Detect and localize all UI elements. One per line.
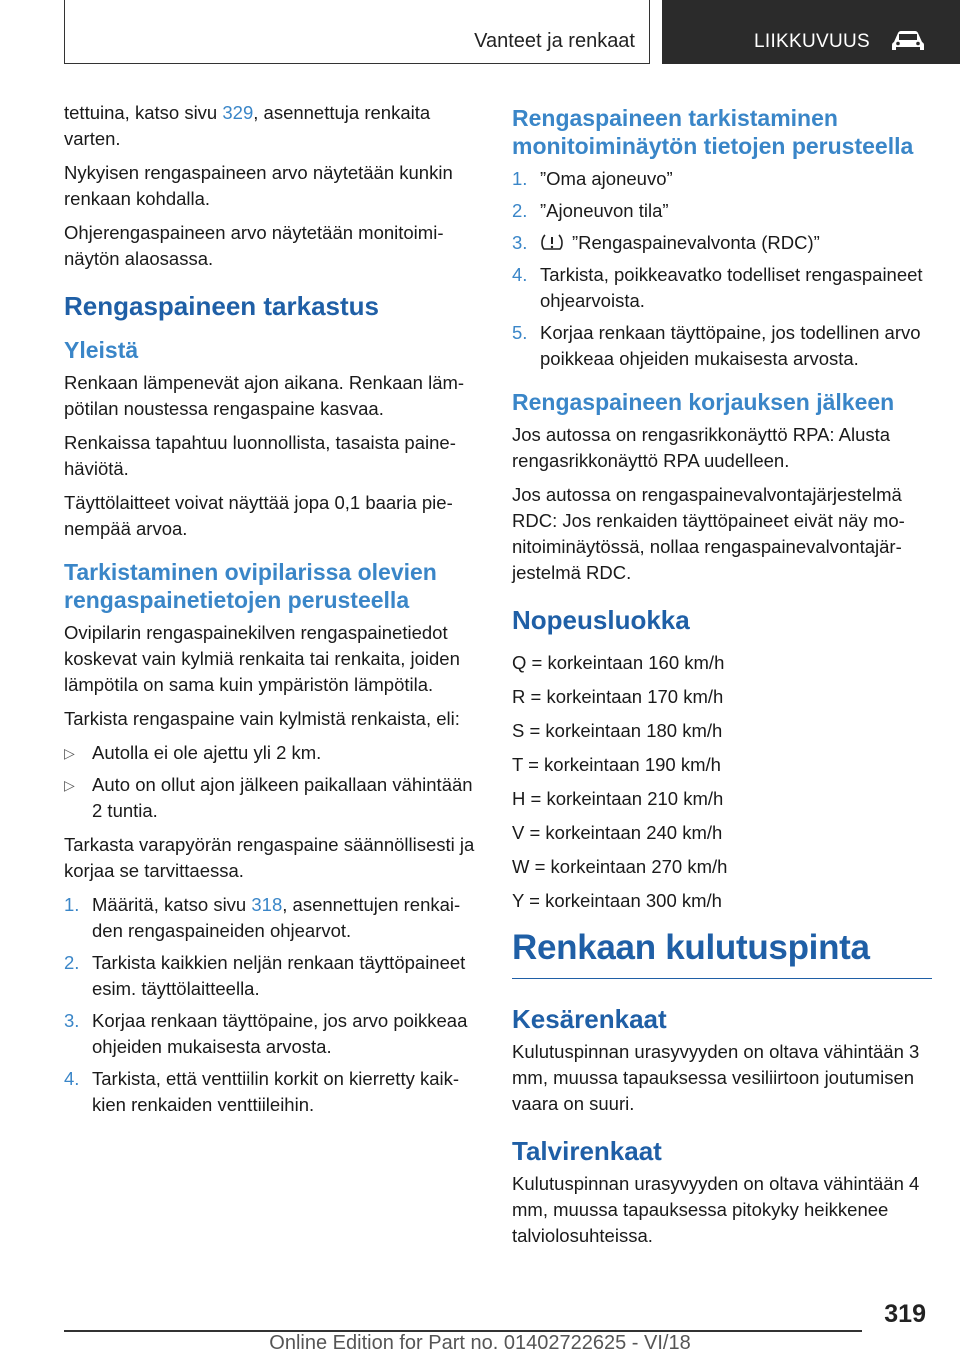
list-item: 2. Tarkista kaikkien neljän renkaan täyttöpaineet esim. täyttölaitteella.	[64, 952, 466, 999]
car-icon	[890, 28, 926, 54]
heading-nopeusluokka: Nopeusluokka	[512, 605, 690, 635]
section-title: Vanteet ja renkaat	[474, 30, 635, 52]
heading-korjauksen-jalkeen: Rengaspaineen korjauksen jälkeen	[512, 389, 895, 415]
bullet-list	[64, 740, 484, 824]
list-item: ▷ Auto on ollut ajon jälkeen paikallaan vähintään 2 tuntia.	[64, 772, 484, 824]
list-item: 3. ”Rengaspainevalvonta (RDC)”	[512, 232, 820, 253]
list-item: 1. Määritä, katso sivu 318, asennettujen renkaiden rengaspaineiden ohjearvot.	[64, 894, 461, 941]
speed-class-line: S = korkeintaan 180 km/h	[512, 720, 723, 741]
paragraph: Nykyisen rengaspaineen arvo näytetään kunkin renkaan kohdalla.	[64, 162, 453, 209]
page-number: 319	[884, 1300, 926, 1328]
speed-class-line: V = korkeintaan 240 km/h	[512, 822, 723, 843]
list-item: 5. Korjaa renkaan täyttöpaine, jos todellinen arvo poikkeaa ohjeiden mukaisesta arvosta.	[512, 322, 921, 369]
heading-kesarenkaat: Kesärenkaat	[512, 1004, 667, 1034]
paragraph: Tarkasta varapyörän rengaspaine säännöllisesti ja korjaa se tarvittaessa.	[64, 834, 475, 881]
speed-class-line: R = korkeintaan 170 km/h	[512, 686, 724, 707]
step-list	[64, 892, 484, 1118]
paragraph: Tarkista rengaspaine vain kylmistä renkaista, eli:	[64, 708, 460, 729]
heading-renkaan-kulutuspinta: Renkaan kulutuspinta	[512, 924, 932, 979]
speed-class-line: T = korkeintaan 190 km/h	[512, 754, 721, 775]
heading-ovipilari: Tarkistaminen ovipilarissa olevien rengaspainetietojen perusteella	[64, 559, 437, 613]
footer-edition: Online Edition for Part no. 01402722625 - VI/18	[269, 1332, 691, 1354]
bullet-marker: ▷	[64, 745, 75, 761]
header-section-box	[64, 0, 650, 64]
heading-rengaspaineen-tarkastus: Rengaspaineen tarkastus	[64, 291, 380, 321]
paragraph: Renkaissa tapahtuu luonnollista, tasaista painehäviötä.	[64, 432, 456, 479]
bullet-marker: ▷	[64, 777, 75, 793]
heading-monitoiminaytto: Rengaspaineen tarkistaminen monitoiminäytön tietojen perusteella	[512, 105, 914, 159]
tire-pressure-warning-icon	[540, 232, 564, 252]
list-item: ▷ Autolla ei ole ajettu yli 2 km.	[64, 740, 484, 766]
paragraph: Ohjerengaspaineen arvo näytetään monitoiminäytön alaosassa.	[64, 222, 444, 269]
paragraph: Kulutuspinnan urasyvyyden on oltava vähintään 4 mm, muussa tapauksessa pitokyky heikkenee talviolosuhteissa.	[512, 1173, 920, 1246]
list-item: 4. Tarkista, että venttiilin korkit on kierretty kaikkien renkaiden venttiileihin.	[64, 1068, 460, 1115]
paragraph: Jos autossa on rengasrikkonäyttö RPA: Alusta rengasrikkonäyttö RPA uudelleen.	[512, 424, 891, 471]
list-item: 2. ”Ajoneuvon tila”	[512, 200, 669, 221]
page-link-318[interactable]: 318	[251, 894, 283, 915]
paragraph: tettuina, katso sivu 329, asennettuja renkaita varten.	[64, 102, 431, 149]
speed-class-line: Y = korkeintaan 300 km/h	[512, 890, 722, 911]
paragraph: Täyttölaitteet voivat näyttää jopa 0,1 baaria pienempää arvoa.	[64, 492, 453, 539]
speed-class-line: Q = korkeintaan 160 km/h	[512, 652, 725, 673]
list-item: 1. ”Oma ajoneuvo”	[512, 168, 673, 189]
list-item: 4. Tarkista, poikkeavatko todelliset rengaspaineet ohjearvoista.	[512, 264, 923, 311]
heading-yleista: Yleistä	[64, 337, 139, 363]
heading-talvirenkaat: Talvirenkaat	[512, 1136, 662, 1166]
speed-class-line: H = korkeintaan 210 km/h	[512, 788, 724, 809]
left-column	[64, 100, 484, 1126]
step-list	[512, 166, 932, 372]
list-item: 3. Korjaa renkaan täyttöpaine, jos arvo poikkeaa ohjeiden mukaisesta arvosta.	[64, 1010, 468, 1057]
right-column	[512, 100, 932, 1257]
page-link-329[interactable]: 329	[222, 102, 254, 123]
paragraph: Renkaan lämpenevät ajon aikana. Renkaan lämpötilan noustessa rengaspaine kasvaa.	[64, 372, 465, 419]
chapter-title: LIIKKUVUUS	[754, 31, 870, 52]
paragraph: Kulutuspinnan urasyvyyden on oltava vähintään 3 mm, muussa tapauksessa vesiliirtoon joutumisen vaara on suuri.	[512, 1041, 920, 1114]
header-chapter-box	[662, 0, 960, 64]
paragraph: Ovipilarin rengaspainekilven rengaspainetiedot koskevat vain kylmiä renkaita tai renkaita, joiden lämpötila on sama kuin ympäristön lämpötila.	[64, 622, 460, 695]
paragraph: Jos autossa on rengaspainevalvontajärjestelmä RDC: Jos renkaiden täyttöpaineet eivät näy monitoiminäytössä, nollaa rengaspainevalvontajärjestelmä RDC.	[512, 484, 905, 583]
speed-class-line: W = korkeintaan 270 km/h	[512, 856, 728, 877]
